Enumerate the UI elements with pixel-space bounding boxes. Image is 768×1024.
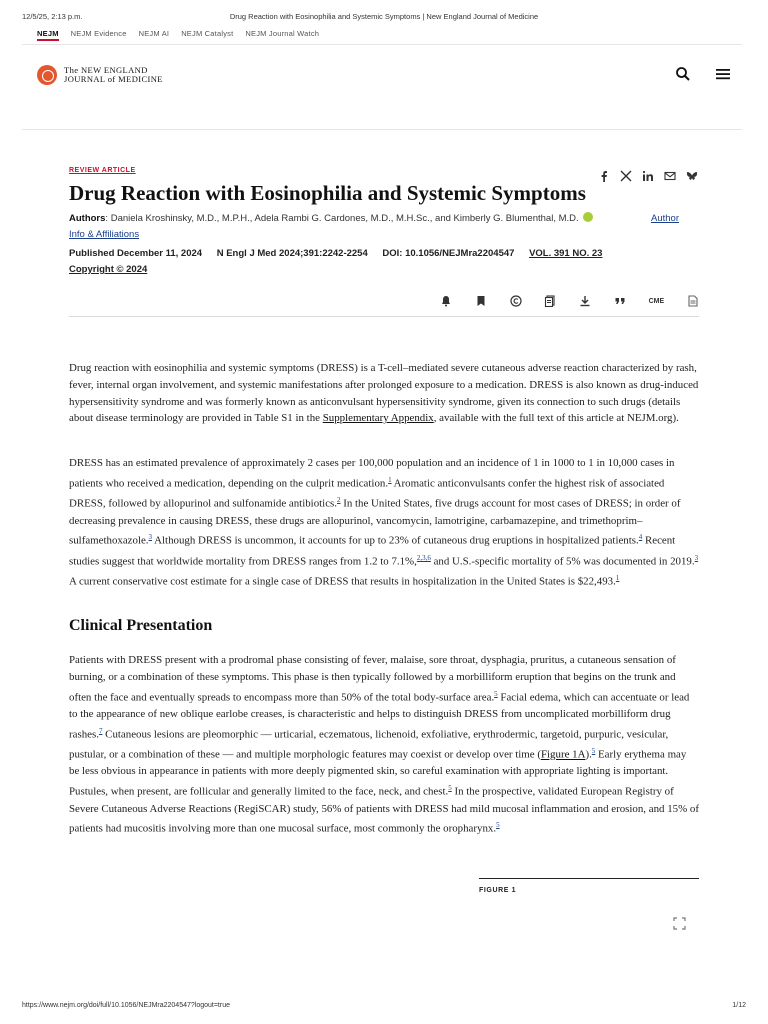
brand-nav-catalyst[interactable]: NEJM Catalyst [181, 29, 234, 38]
supplementary-appendix-link[interactable]: Supplementary Appendix [322, 412, 434, 425]
author-affiliations-link-part1[interactable]: Author [651, 213, 679, 224]
permissions-icon[interactable] [510, 295, 522, 307]
logo-wordmark [64, 66, 163, 84]
section-heading-clinical-presentation: Clinical Presentation [69, 617, 213, 634]
print-header [0, 12, 768, 24]
expand-figure-icon[interactable] [673, 917, 686, 930]
text: and U.S.-specific mortality of 5% was documented in 2019. [430, 555, 695, 568]
alert-bell-icon[interactable] [440, 295, 452, 307]
reference-link[interactable]: 3 [694, 553, 699, 562]
reference-link[interactable]: 2 [337, 496, 341, 505]
volume-issue-link[interactable]: VOL. 391 NO. 23 [529, 248, 603, 259]
paragraph-clinical-presentation [69, 652, 699, 838]
header-divider [22, 129, 742, 130]
doi: DOI: 10.1056/NEJMra2204547 [382, 248, 515, 259]
bookmark-icon[interactable] [475, 295, 487, 307]
linkedin-icon[interactable] [642, 170, 654, 182]
text: A current conservative cost estimate for a single case of DRESS that results in hospitalization in the United States is $22,493. [69, 575, 616, 588]
menu-icon[interactable] [715, 66, 731, 82]
publish-date: Published December 11, 2024 [69, 248, 203, 259]
x-icon[interactable] [620, 170, 632, 182]
facebook-icon[interactable] [598, 170, 610, 182]
print-page-title: Drug Reaction with Eosinophilia and Systemic Symptoms | New England Journal of Medicine [229, 12, 539, 21]
text: Cutaneous lesions are pleomorphic — urticarial, eczematous, lichenoid, exfoliative, erythrodermic, targetoid, purpuric, vesicular, pustular, or a combination of these — and multiple morphologic features may coexist or develop over time ( [69, 728, 669, 761]
text: Drug reaction with eosinophilia and systemic symptoms (DRESS) is a T-cell–mediated severe cutaneous adverse reaction characterized by rash, fever, internal organ involvement, and systemic manifestations after prolonged exposure to a medication. DRESS is also known as drug-induced hypersensitivity syndrome and was formerly known as anticonvulsant hypersensitivity syndrome, given its connection to such drugs (details about disease terminology are provided in Table S1 in the [69, 362, 699, 425]
logo-line-2: JOURNAL of MEDICINE [64, 74, 163, 84]
publication-info [69, 246, 699, 278]
text: DRESS has an estimated prevalence of approximately 2 cases per 100,000 population and an incidence of 1 in 1000 to 1 in 10,000 cases in patients who received a medication, depending on the culprit medication. [69, 457, 675, 490]
copyright-link[interactable]: Copyright © 2024 [69, 264, 148, 275]
reference-link[interactable]: 5 [591, 747, 596, 755]
reference-link[interactable]: 5 [494, 689, 498, 698]
brand-nav-evidence[interactable]: NEJM Evidence [70, 29, 127, 38]
figure-label: FIGURE 1 [479, 887, 517, 894]
text: Although DRESS is uncommon, it accounts for up to 23% of cutaneous drug eruptions in hospitalized patients. [152, 534, 639, 547]
text: , available with the full text of this article at NEJM.org). [433, 412, 679, 425]
text: ). [585, 748, 592, 761]
figure-divider [479, 878, 699, 879]
email-icon[interactable] [664, 170, 676, 182]
reference-link[interactable]: 1 [615, 574, 620, 582]
author-affiliations-link-part2[interactable]: Info & Affiliations [69, 229, 140, 240]
text: Aromatic anticonvulsants confer the highest risk of associated DRESS, followed by allopurinol and sulfonamide antibiotics. [69, 477, 665, 510]
cme-button[interactable]: CME [648, 297, 665, 305]
brand-nav [37, 29, 319, 41]
bluesky-icon[interactable] [686, 170, 698, 182]
reference-link[interactable]: 4 [638, 533, 643, 542]
article-title: Drug Reaction with Eosinophilia and Systemic Symptoms [69, 181, 586, 205]
reference-link[interactable]: 3 [148, 533, 153, 542]
brand-nav-journal-watch[interactable]: NEJM Journal Watch [245, 29, 320, 38]
pdf-icon[interactable] [544, 295, 556, 307]
reference-link[interactable]: 2,3,6 [416, 553, 431, 562]
text: In the prospective, validated European Registry of Severe Cutaneous Adverse Reactions (RegiSCAR) study, 56% of patients with DRESS had mild mucosal inflammation and erosion, and 15% of patients had mucositis involving more than one mucosal surface, most commonly the oropharynx. [69, 785, 699, 835]
text: Recent studies suggest that worldwide mortality from DRESS ranges from 1.2 to 7.1%, [69, 534, 676, 568]
reference-link[interactable]: 5 [448, 784, 452, 793]
print-url: https://www.nejm.org/doi/full/10.1056/NEJMra2204547?logout=true [22, 1002, 230, 1009]
authors-label: Authors [69, 213, 106, 224]
header-actions [675, 66, 731, 82]
text: Patients with DRESS present with a prodromal phase consisting of fever, malaise, sore throat, dysphagia, pruritus, a cutaneous sensation of burning, or a combination of these symptoms. This phase is then typically followed by a morbilliform eruption that begins on the trunk and often the face and eventually spreads to encompass more than 50% of the total body-surface area. [69, 654, 676, 704]
author-list [69, 211, 699, 243]
authors-colon: : [105, 213, 109, 224]
text: Facial edema, which can accentuate or lead to the appearance of new oblique earlobe creases, is characteristic and helps to distinguish DRESS from uncomplicated morbilliform drug rashes. [69, 691, 690, 741]
nejm-logo[interactable] [37, 65, 163, 85]
tools-divider [69, 316, 699, 317]
article-type[interactable]: REVIEW ARTICLE [69, 167, 136, 174]
document-icon[interactable] [687, 295, 699, 307]
brand-divider [22, 44, 742, 45]
download-icon[interactable] [579, 295, 591, 307]
reference-link[interactable]: 5 [496, 821, 500, 830]
print-page-number: 1/12 [732, 1002, 746, 1009]
author-names: Daniela Kroshinsky, M.D., M.P.H., Adela Rambi G. Cardones, M.D., M.H.Sc., and Kimberly G. Blumenthal, M.D. [110, 213, 579, 224]
paragraph-epidemiology [69, 455, 699, 590]
article-tools [440, 291, 699, 311]
paragraph-intro [69, 360, 699, 427]
brand-nav-nejm[interactable]: NEJM [37, 29, 59, 41]
nejm-seal-icon [37, 65, 57, 85]
journal-citation: N Engl J Med 2024;391:2242-2254 [216, 248, 368, 259]
figure-1a-link[interactable]: Figure 1A [540, 748, 586, 761]
text: In the United States, five drugs account for most cases of DRESS; in order of decreasing prevalence in causing DRESS, these drugs are allopurinol, vancomycin, lamotrigine, carbamazepine, and trimethoprim–sulfamethoxazole. [69, 497, 681, 547]
reference-link[interactable]: 7 [98, 726, 103, 735]
brand-nav-ai[interactable]: NEJM AI [138, 29, 170, 38]
reference-link[interactable]: 1 [388, 475, 392, 484]
print-datetime: 12/5/25, 2:13 p.m. [22, 12, 83, 21]
share-bar [598, 170, 698, 182]
cite-icon[interactable] [614, 295, 626, 307]
orcid-icon[interactable] [583, 212, 593, 222]
logo-line-1: The NEW ENGLAND [64, 65, 148, 75]
search-icon[interactable] [675, 66, 691, 82]
text: Early erythema may be less obvious in appearance in patients with more deeply pigmented skin, so careful examination with appropriate lighting is important. Pustules, when present, are follicular and generally limited to the face, neck, and chest. [69, 748, 687, 798]
